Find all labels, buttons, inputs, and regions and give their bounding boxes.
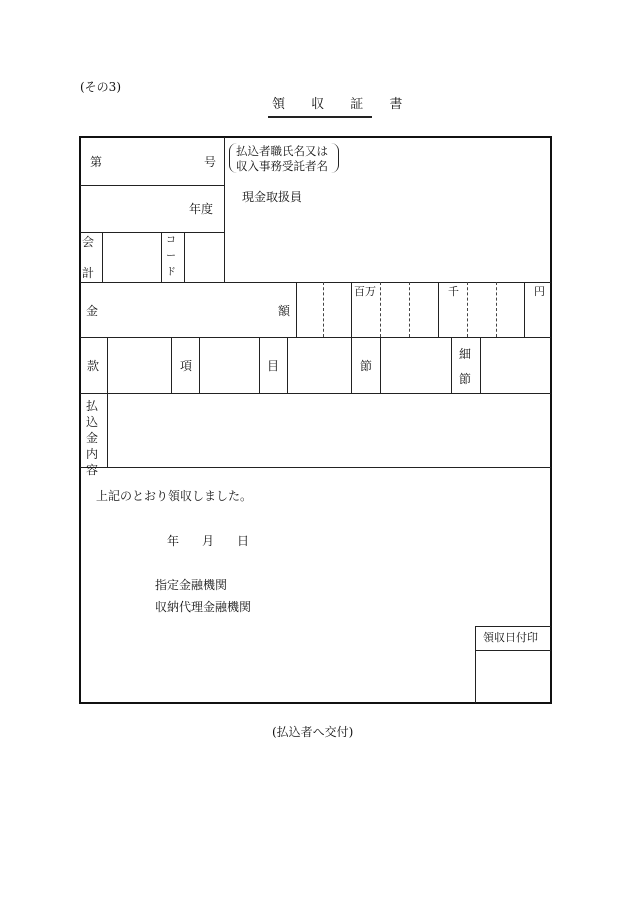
unit-thousand: 千 bbox=[448, 285, 459, 298]
date-year-label: 年 bbox=[167, 534, 180, 548]
kou-label: 項 bbox=[180, 359, 193, 373]
class-divider bbox=[451, 337, 452, 393]
payment-content-label: 払込金内容 bbox=[85, 399, 98, 477]
payer-name-label-line2: 収入事務受託者名 bbox=[236, 159, 328, 173]
digit-line bbox=[409, 282, 410, 337]
kan-label: 款 bbox=[87, 359, 100, 373]
footer-note: (払込者へ交付) bbox=[272, 725, 354, 739]
designated-bank-label: 指定金融機関 bbox=[155, 578, 228, 592]
stamp-label-line bbox=[475, 650, 551, 651]
document-title: 領 収 証 書 bbox=[272, 97, 414, 112]
header-divider bbox=[224, 137, 225, 282]
digit-line bbox=[380, 282, 381, 337]
date-day-label: 日 bbox=[237, 534, 250, 548]
amount-label-right: 額 bbox=[278, 304, 291, 318]
number-prefix: 第 bbox=[90, 155, 103, 169]
class-divider bbox=[380, 337, 381, 393]
account-label-bottom: 計 bbox=[82, 266, 95, 280]
account-label-top: 会 bbox=[82, 235, 95, 249]
class-divider bbox=[259, 337, 260, 393]
class-divider bbox=[351, 337, 352, 393]
stamp-box-top bbox=[475, 626, 551, 627]
number-suffix: 号 bbox=[204, 155, 217, 169]
setsu-label: 節 bbox=[360, 359, 373, 373]
saisetsu-label-bottom: 節 bbox=[459, 372, 472, 386]
digit-line bbox=[467, 282, 468, 337]
form-number-label: (その3) bbox=[80, 80, 121, 94]
class-divider bbox=[480, 337, 481, 393]
amount-row-top bbox=[80, 282, 551, 283]
class-divider bbox=[287, 337, 288, 393]
digit-line bbox=[438, 282, 439, 337]
date-month-label: 月 bbox=[202, 534, 215, 548]
moku-label: 目 bbox=[267, 359, 280, 373]
class-row-bottom bbox=[80, 393, 551, 394]
digit-line bbox=[323, 282, 324, 337]
code-divider bbox=[184, 232, 185, 282]
unit-yen: 円 bbox=[534, 285, 545, 298]
amount-label-left: 金 bbox=[86, 304, 99, 318]
title-underline bbox=[268, 116, 372, 118]
class-divider bbox=[171, 337, 172, 393]
unit-million: 百万 bbox=[354, 285, 376, 298]
stamp-box-left bbox=[475, 626, 476, 703]
received-statement: 上記のとおり領収しました。 bbox=[96, 489, 253, 503]
agent-bank-label: 収納代理金融機関 bbox=[155, 600, 252, 614]
cashier-label: 現金取扱員 bbox=[242, 190, 303, 204]
digit-line bbox=[524, 282, 525, 337]
content-row-bottom bbox=[80, 467, 551, 468]
code-label: コード bbox=[166, 235, 176, 278]
stamp-label: 領収日付印 bbox=[483, 631, 538, 644]
saisetsu-label-top: 細 bbox=[459, 347, 472, 361]
digit-line bbox=[351, 282, 352, 337]
number-row-line bbox=[80, 185, 224, 186]
digit-line bbox=[496, 282, 497, 337]
receipt-frame bbox=[79, 136, 552, 704]
fiscal-year-label: 年度 bbox=[189, 202, 214, 216]
account-value-divider bbox=[161, 232, 162, 282]
kan-divider bbox=[107, 337, 108, 467]
amount-label-divider bbox=[296, 282, 297, 337]
payer-name-label-line1: 払込者職氏名又は bbox=[236, 144, 328, 158]
kaikei-divider bbox=[102, 232, 103, 282]
class-divider bbox=[199, 337, 200, 393]
